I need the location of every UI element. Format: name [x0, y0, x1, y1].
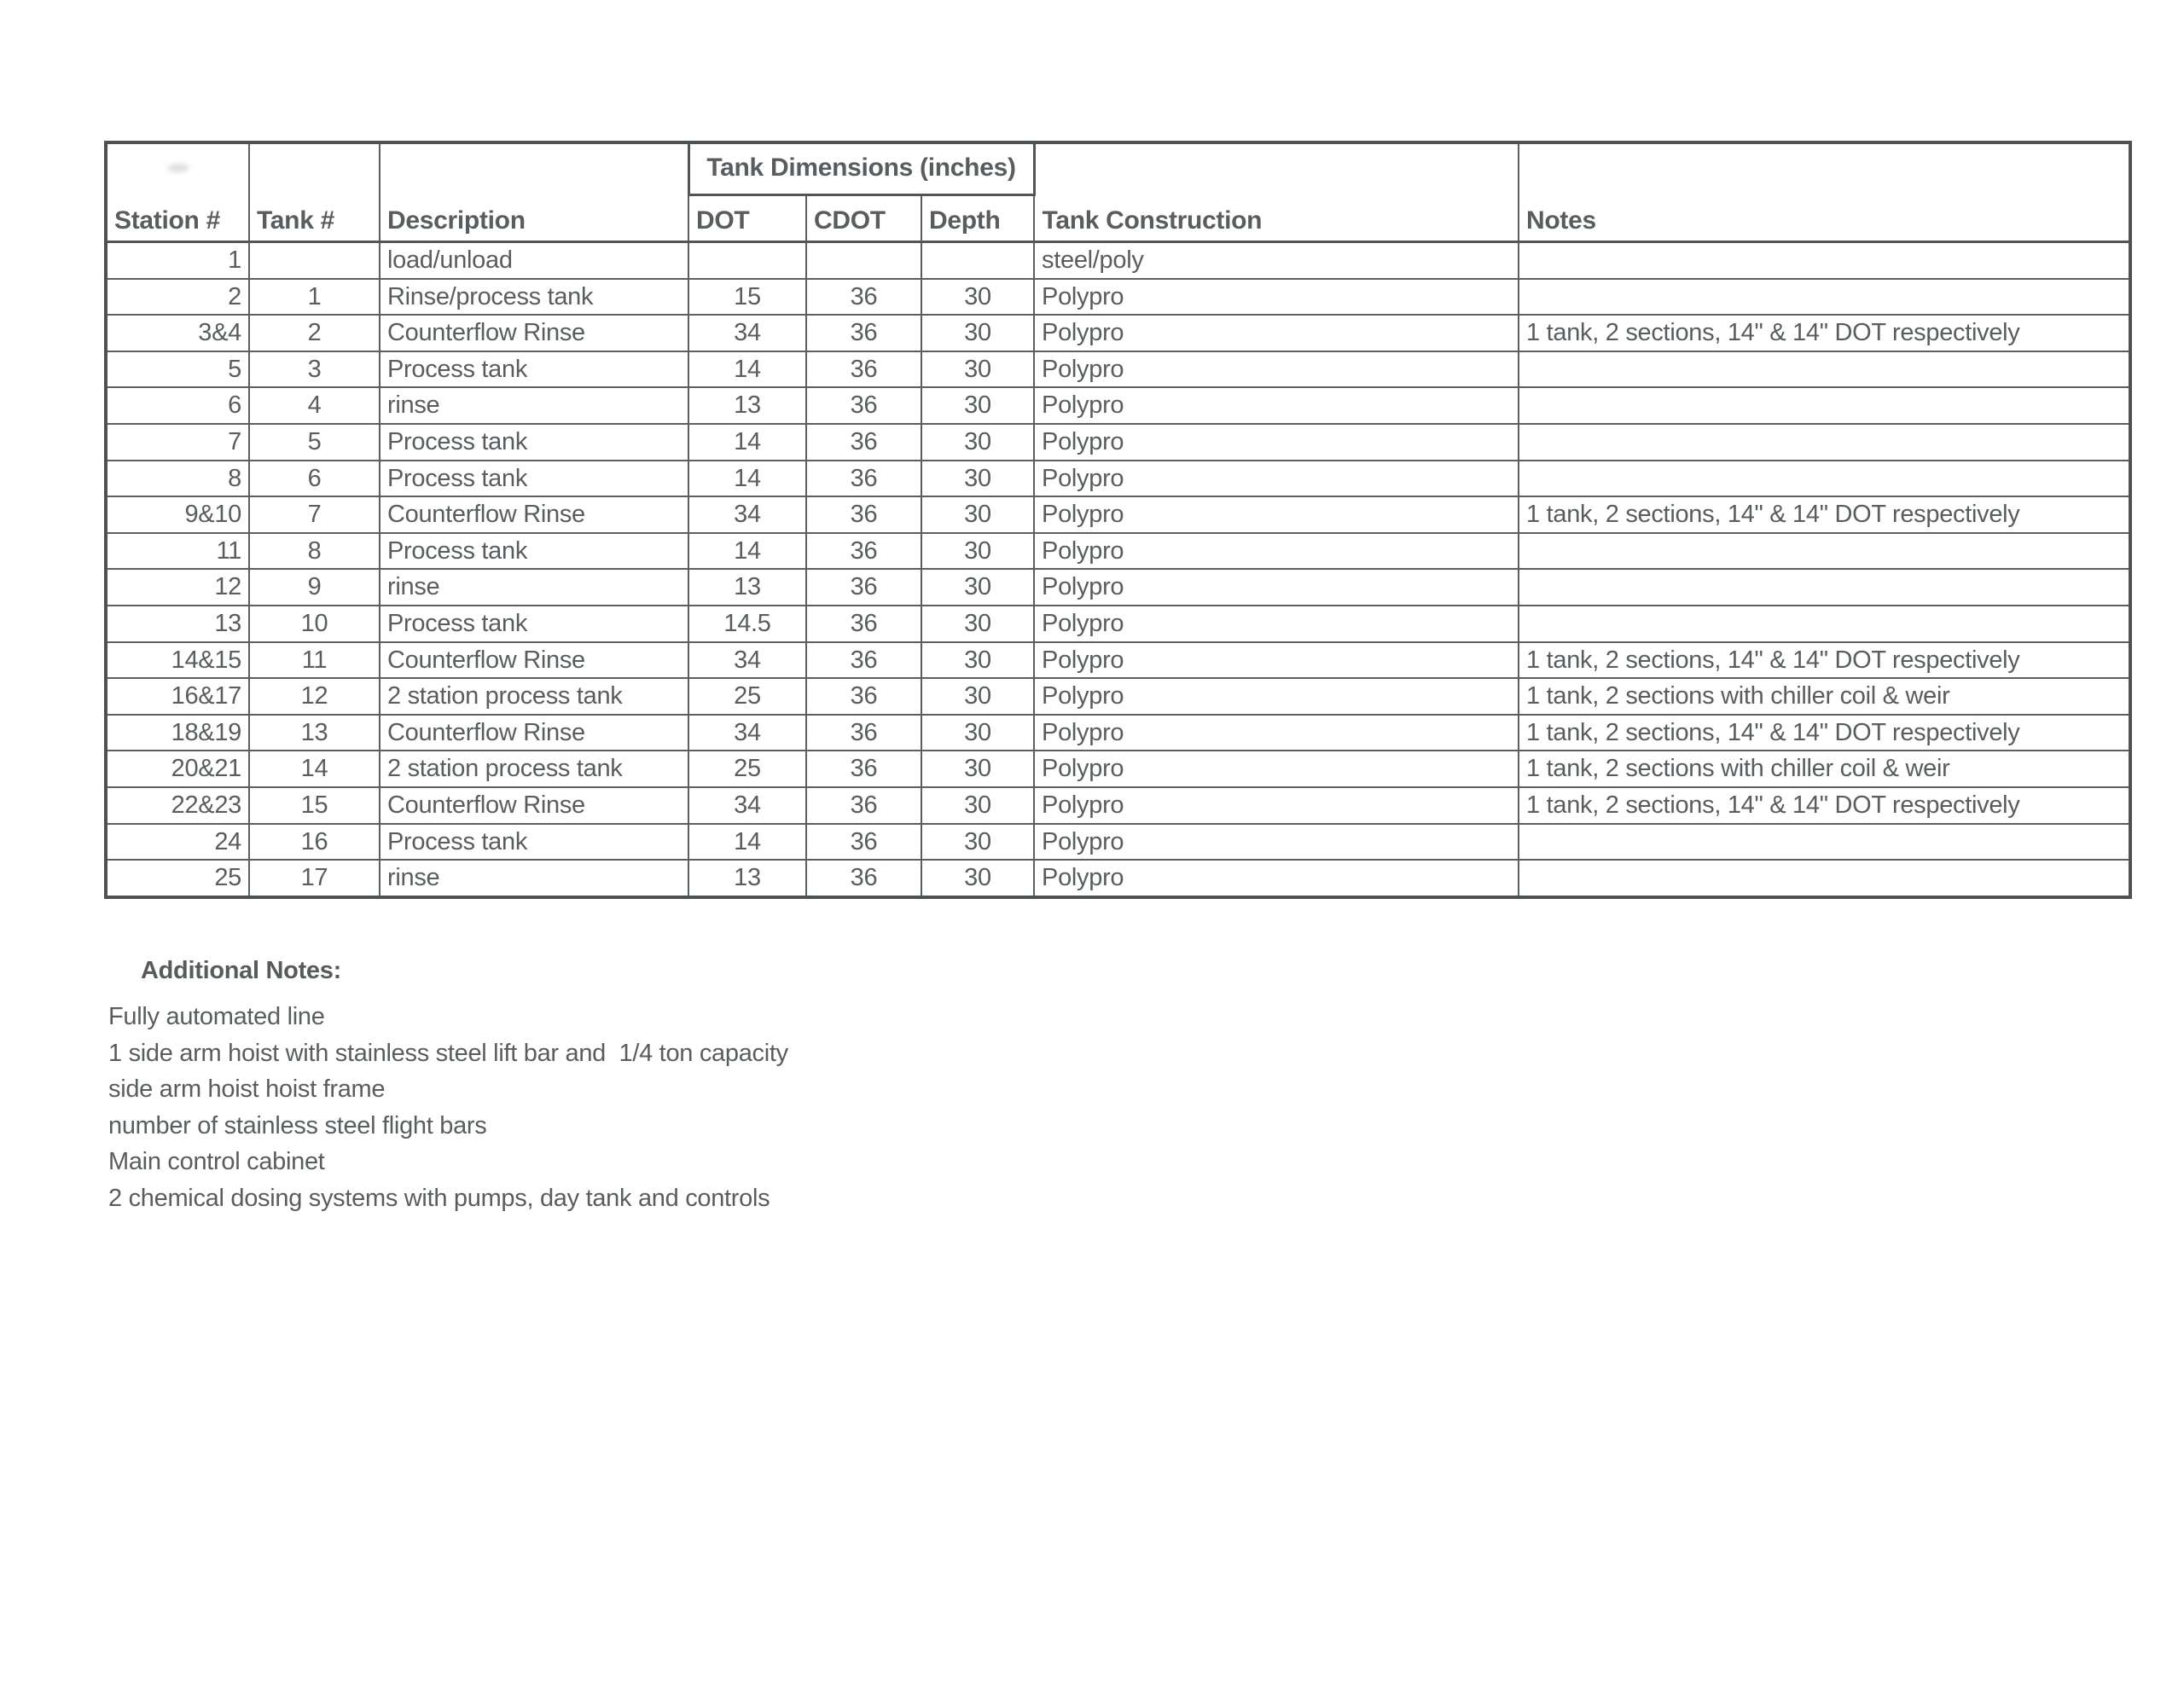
- depth-cell: 30: [921, 715, 1034, 751]
- cdot-cell: 36: [806, 824, 921, 861]
- depth-cell: 30: [921, 751, 1034, 787]
- cdot-column-header: CDOT: [806, 195, 921, 242]
- additional-notes-list: [108, 999, 788, 1216]
- tank-cell: 14: [249, 751, 380, 787]
- notes-cell: 1 tank, 2 sections, 14" & 14" DOT respectively: [1519, 315, 2130, 351]
- dot-cell: 14: [688, 461, 806, 497]
- dot-cell: 14: [688, 424, 806, 461]
- tank-cell: 9: [249, 569, 380, 606]
- description-column-header: Description: [380, 142, 688, 242]
- station-cell: 11: [106, 533, 249, 570]
- additional-note-line: 1 side arm hoist with stainless steel lift bar and 1/4 ton capacity: [108, 1039, 788, 1067]
- depth-cell: 30: [921, 424, 1034, 461]
- dot-cell: [688, 242, 806, 279]
- depth-cell: 30: [921, 569, 1034, 606]
- dot-cell: 34: [688, 315, 806, 351]
- tank-cell: [249, 242, 380, 279]
- tank-cell: 15: [249, 787, 380, 824]
- station-cell: 16&17: [106, 678, 249, 715]
- station-cell: 5: [106, 351, 249, 388]
- dot-cell: 34: [688, 715, 806, 751]
- description-cell: Process tank: [380, 824, 688, 861]
- station-cell: 8: [106, 461, 249, 497]
- depth-cell: 30: [921, 824, 1034, 861]
- notes-cell: [1519, 860, 2130, 897]
- construction-cell: Polypro: [1034, 387, 1519, 424]
- table-row: [106, 860, 2130, 897]
- station-cell: 13: [106, 606, 249, 642]
- cdot-cell: 36: [806, 279, 921, 316]
- description-cell: Counterflow Rinse: [380, 315, 688, 351]
- table-row: [106, 824, 2130, 861]
- notes-cell: 1 tank, 2 sections, 14" & 14" DOT respectively: [1519, 715, 2130, 751]
- cdot-cell: 36: [806, 606, 921, 642]
- station-cell: 12: [106, 569, 249, 606]
- construction-column-header: Tank Construction: [1034, 142, 1519, 242]
- cdot-cell: 36: [806, 424, 921, 461]
- dot-cell: 14.5: [688, 606, 806, 642]
- notes-cell: [1519, 424, 2130, 461]
- tank-cell: 11: [249, 642, 380, 679]
- tank-cell: 17: [249, 860, 380, 897]
- tank-cell: 12: [249, 678, 380, 715]
- description-cell: Counterflow Rinse: [380, 642, 688, 679]
- additional-note-line: number of stainless steel flight bars: [108, 1111, 487, 1139]
- table-row: [106, 787, 2130, 824]
- description-cell: Process tank: [380, 424, 688, 461]
- tank-cell: 5: [249, 424, 380, 461]
- table-header: [106, 142, 2130, 242]
- construction-cell: Polypro: [1034, 569, 1519, 606]
- station-cell: 2: [106, 279, 249, 316]
- table-row: [106, 387, 2130, 424]
- depth-cell: 30: [921, 678, 1034, 715]
- station-cell: 18&19: [106, 715, 249, 751]
- depth-cell: 30: [921, 279, 1034, 316]
- notes-cell: [1519, 461, 2130, 497]
- notes-cell: [1519, 387, 2130, 424]
- description-cell: Rinse/process tank: [380, 279, 688, 316]
- station-cell: 6: [106, 387, 249, 424]
- cdot-cell: 36: [806, 461, 921, 497]
- depth-cell: 30: [921, 315, 1034, 351]
- header-row-dimensions: [106, 142, 2130, 195]
- cdot-cell: [806, 242, 921, 279]
- additional-note-line: Main control cabinet: [108, 1148, 325, 1175]
- dot-cell: 34: [688, 787, 806, 824]
- cdot-cell: 36: [806, 787, 921, 824]
- cdot-cell: 36: [806, 387, 921, 424]
- tank-cell: 16: [249, 824, 380, 861]
- table-row: [106, 678, 2130, 715]
- description-cell: Counterflow Rinse: [380, 496, 688, 533]
- construction-cell: Polypro: [1034, 424, 1519, 461]
- construction-cell: Polypro: [1034, 678, 1519, 715]
- construction-cell: Polypro: [1034, 824, 1519, 861]
- cdot-cell: 36: [806, 751, 921, 787]
- tank-cell: 2: [249, 315, 380, 351]
- tank-cell: 1: [249, 279, 380, 316]
- table-row: [106, 569, 2130, 606]
- construction-cell: Polypro: [1034, 642, 1519, 679]
- cdot-cell: 36: [806, 533, 921, 570]
- station-cell: 22&23: [106, 787, 249, 824]
- dot-cell: 25: [688, 678, 806, 715]
- additional-note-line: 2 chemical dosing systems with pumps, day tank and controls: [108, 1184, 770, 1212]
- cdot-cell: 36: [806, 678, 921, 715]
- notes-cell: 1 tank, 2 sections with chiller coil & weir: [1519, 751, 2130, 787]
- tank-spec-table: [104, 141, 2132, 899]
- table-row: [106, 751, 2130, 787]
- depth-cell: 30: [921, 860, 1034, 897]
- construction-cell: Polypro: [1034, 351, 1519, 388]
- depth-cell: 30: [921, 533, 1034, 570]
- dot-cell: 14: [688, 824, 806, 861]
- construction-cell: Polypro: [1034, 860, 1519, 897]
- station-cell: 7: [106, 424, 249, 461]
- tank-column-header: Tank #: [249, 142, 380, 242]
- tank-cell: 8: [249, 533, 380, 570]
- cdot-cell: 36: [806, 642, 921, 679]
- dot-cell: 14: [688, 351, 806, 388]
- depth-cell: 30: [921, 351, 1034, 388]
- notes-cell: [1519, 824, 2130, 861]
- table-row: [106, 496, 2130, 533]
- station-cell: 3&4: [106, 315, 249, 351]
- notes-cell: [1519, 351, 2130, 388]
- dot-cell: 34: [688, 642, 806, 679]
- description-cell: Counterflow Rinse: [380, 715, 688, 751]
- station-cell: 20&21: [106, 751, 249, 787]
- description-cell: 2 station process tank: [380, 678, 688, 715]
- tank-cell: 4: [249, 387, 380, 424]
- tank-cell: 6: [249, 461, 380, 497]
- depth-cell: [921, 242, 1034, 279]
- dot-cell: 34: [688, 496, 806, 533]
- station-cell: 25: [106, 860, 249, 897]
- description-cell: rinse: [380, 860, 688, 897]
- tank-cell: 13: [249, 715, 380, 751]
- description-cell: Process tank: [380, 533, 688, 570]
- notes-cell: [1519, 606, 2130, 642]
- construction-cell: Polypro: [1034, 279, 1519, 316]
- construction-cell: Polypro: [1034, 751, 1519, 787]
- construction-cell: Polypro: [1034, 461, 1519, 497]
- construction-cell: steel/poly: [1034, 242, 1519, 279]
- dot-column-header: DOT: [688, 195, 806, 242]
- additional-note-line: side arm hoist hoist frame: [108, 1075, 386, 1103]
- depth-cell: 30: [921, 461, 1034, 497]
- cdot-cell: 36: [806, 351, 921, 388]
- construction-cell: Polypro: [1034, 496, 1519, 533]
- dot-cell: 13: [688, 569, 806, 606]
- notes-cell: 1 tank, 2 sections, 14" & 14" DOT respectively: [1519, 787, 2130, 824]
- depth-cell: 30: [921, 387, 1034, 424]
- cdot-cell: 36: [806, 315, 921, 351]
- depth-column-header: Depth: [921, 195, 1034, 242]
- depth-cell: 30: [921, 606, 1034, 642]
- notes-column-header: Notes: [1519, 142, 2130, 242]
- table-row: [106, 351, 2130, 388]
- description-cell: load/unload: [380, 242, 688, 279]
- cdot-cell: 36: [806, 715, 921, 751]
- notes-cell: 1 tank, 2 sections with chiller coil & weir: [1519, 678, 2130, 715]
- table-row: [106, 533, 2130, 570]
- description-cell: 2 station process tank: [380, 751, 688, 787]
- table-row: [106, 606, 2130, 642]
- description-cell: Counterflow Rinse: [380, 787, 688, 824]
- cdot-cell: 36: [806, 496, 921, 533]
- tank-cell: 10: [249, 606, 380, 642]
- notes-cell: [1519, 242, 2130, 279]
- dot-cell: 25: [688, 751, 806, 787]
- notes-cell: [1519, 279, 2130, 316]
- description-cell: rinse: [380, 387, 688, 424]
- notes-cell: [1519, 569, 2130, 606]
- station-column-header: Station #: [106, 142, 249, 242]
- dot-cell: 13: [688, 387, 806, 424]
- construction-cell: Polypro: [1034, 715, 1519, 751]
- construction-cell: Polypro: [1034, 315, 1519, 351]
- table-row: [106, 242, 2130, 279]
- construction-cell: Polypro: [1034, 533, 1519, 570]
- notes-cell: 1 tank, 2 sections, 14" & 14" DOT respectively: [1519, 496, 2130, 533]
- table-row: [106, 424, 2130, 461]
- construction-cell: Polypro: [1034, 787, 1519, 824]
- depth-cell: 30: [921, 787, 1034, 824]
- depth-cell: 30: [921, 642, 1034, 679]
- additional-note-line: Fully automated line: [108, 1003, 325, 1030]
- tank-cell: 3: [249, 351, 380, 388]
- table-row: [106, 642, 2130, 679]
- table-row: [106, 315, 2130, 351]
- notes-cell: 1 tank, 2 sections, 14" & 14" DOT respectively: [1519, 642, 2130, 679]
- table-row: [106, 279, 2130, 316]
- table-row: [106, 715, 2130, 751]
- table-row: [106, 461, 2130, 497]
- additional-notes-title: Additional Notes:: [141, 957, 341, 984]
- description-cell: Process tank: [380, 606, 688, 642]
- tank-dimensions-header: Tank Dimensions (inches): [688, 142, 1034, 195]
- station-cell: 1: [106, 242, 249, 279]
- cdot-cell: 36: [806, 569, 921, 606]
- dot-cell: 15: [688, 279, 806, 316]
- tank-cell: 7: [249, 496, 380, 533]
- cdot-cell: 36: [806, 860, 921, 897]
- station-cell: 24: [106, 824, 249, 861]
- dot-cell: 14: [688, 533, 806, 570]
- additional-notes-section: [108, 957, 788, 1216]
- depth-cell: 30: [921, 496, 1034, 533]
- dot-cell: 13: [688, 860, 806, 897]
- description-cell: Process tank: [380, 461, 688, 497]
- notes-cell: [1519, 533, 2130, 570]
- description-cell: Process tank: [380, 351, 688, 388]
- station-cell: 9&10: [106, 496, 249, 533]
- station-cell: 14&15: [106, 642, 249, 679]
- construction-cell: Polypro: [1034, 606, 1519, 642]
- table-body: [106, 242, 2130, 897]
- description-cell: rinse: [380, 569, 688, 606]
